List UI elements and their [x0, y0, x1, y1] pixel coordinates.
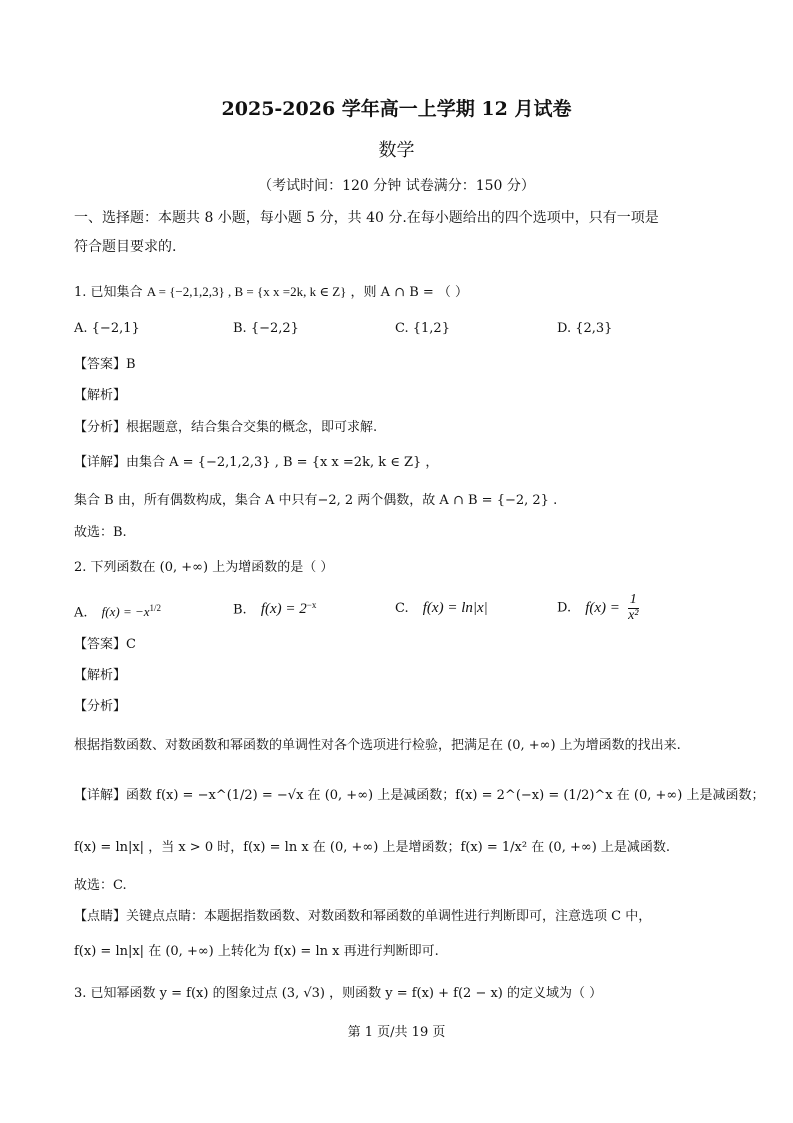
section-heading-line2: 符合题目要求的. — [74, 239, 177, 255]
q1-option-b: B. {−2,2} — [233, 321, 299, 336]
q2-detail-a: 【详解】函数 f(x) = −x^(1/2) = −√x 在 (0, +∞) 上是减函数；f(x) = 2^(−x) = (1/2)^x 在 (0, +∞) 上是减函数； — [74, 788, 765, 803]
q1-option-d: D. {2,3} — [557, 321, 613, 336]
q2-dianjing2: f(x) = ln|x| 在 (0, +∞) 上转化为 f(x) = ln x 再进行判断即可. — [74, 944, 439, 959]
q1-analysis-label: 【解析】 — [74, 388, 127, 403]
q1-stem — [74, 285, 468, 299]
q2-option-b-expr: f(x) = 2 — [260, 601, 307, 618]
q2-option-b — [233, 601, 316, 617]
q2-option-d-denominator: x² — [628, 607, 639, 623]
q2-choose: 故选：C. — [74, 878, 127, 893]
q1-detail2: 集合 B 由，所有偶数构成，集合 A 中只有−2, 2 两个偶数，故 A ∩ B = {−2, 2} . — [74, 493, 558, 508]
q3-stem: 3. 已知幂函数 y = f(x) 的图象过点 (3, √3) ，则函数 y = f(x) + f(2 − x) 的定义域为（ ） — [74, 986, 603, 1001]
exam-info: （考试时间：120 分钟 试卷满分：150 分） — [258, 178, 535, 194]
q2-option-d-numerator: 1 — [629, 592, 637, 607]
q2-option-a-expr: f(x) = −x — [101, 604, 150, 620]
section-heading-line1: 一、选择题：本题共 8 小题，每小题 5 分，共 40 分.在每小题给出的四个选项中，只有一项是 — [74, 210, 659, 226]
q1-stem-suffix: ，则 A ∩ B = （ ） — [350, 285, 469, 300]
q2-stem: 2. 下列函数在 (0, +∞) 上为增函数的是（ ） — [74, 560, 334, 575]
q1-set-expr: A = {−2,1,2,3} , B = {x x =2k, k ∈ Z} — [146, 284, 347, 299]
q1-choose: 故选：B. — [74, 525, 127, 540]
q2-option-d-lhs: f(x) = — [585, 599, 620, 616]
q2-option-c-expr: f(x) = ln|x| — [422, 600, 488, 616]
q1-fenxi: 【分析】根据题意，结合集合交集的概念，即可求解. — [74, 420, 378, 435]
q1-option-c: C. {1,2} — [395, 321, 450, 336]
page-footer: 第 1 页/共 19 页 — [347, 1025, 446, 1040]
q1-stem-prefix: 1. 已知集合 — [74, 285, 143, 300]
q2-option-a-label: A. — [74, 605, 88, 621]
q2-option-d — [557, 593, 642, 623]
q2-fenxi-label: 【分析】 — [74, 699, 127, 714]
q2-option-d-fraction — [626, 593, 640, 623]
q1-detail: 【详解】由集合 A = {−2,1,2,3} , B = {x x =2k, k ∈ Z} ， — [74, 455, 439, 470]
q2-detail-b: f(x) = ln|x| ，当 x > 0 时，f(x) = ln x 在 (0, +∞) 上是增函数；f(x) = 1/x² 在 (0, +∞) 上是减函数. — [74, 840, 671, 855]
exam-title: 2025-2026 学年高一上学期 12 月试卷 — [221, 98, 572, 120]
q2-option-b-exp: −x — [306, 600, 317, 610]
q2-fenxi: 根据指数函数、对数函数和幂函数的单调性对各个选项进行检验，把满足在 (0, +∞) 上为增函数的找出来. — [74, 738, 681, 753]
q1-answer: 【答案】B — [74, 357, 136, 372]
q2-option-c — [395, 601, 488, 616]
q2-option-b-label: B. — [233, 602, 247, 618]
q2-option-a-exp: 1/2 — [149, 603, 162, 613]
q2-dianjing: 【点睛】关键点点睛：本题据指数函数、对数函数和幂函数的单调性进行判断即可，注意选项 C 中， — [74, 909, 652, 924]
q2-answer: 【答案】C — [74, 637, 136, 652]
subject-title: 数学 — [378, 140, 415, 161]
q1-option-a: A. {−2,1} — [74, 321, 140, 336]
q2-option-d-label: D. — [557, 600, 572, 616]
q2-option-c-label: C. — [395, 601, 409, 616]
q2-option-a — [74, 604, 161, 619]
q2-analysis-label: 【解析】 — [74, 668, 127, 683]
